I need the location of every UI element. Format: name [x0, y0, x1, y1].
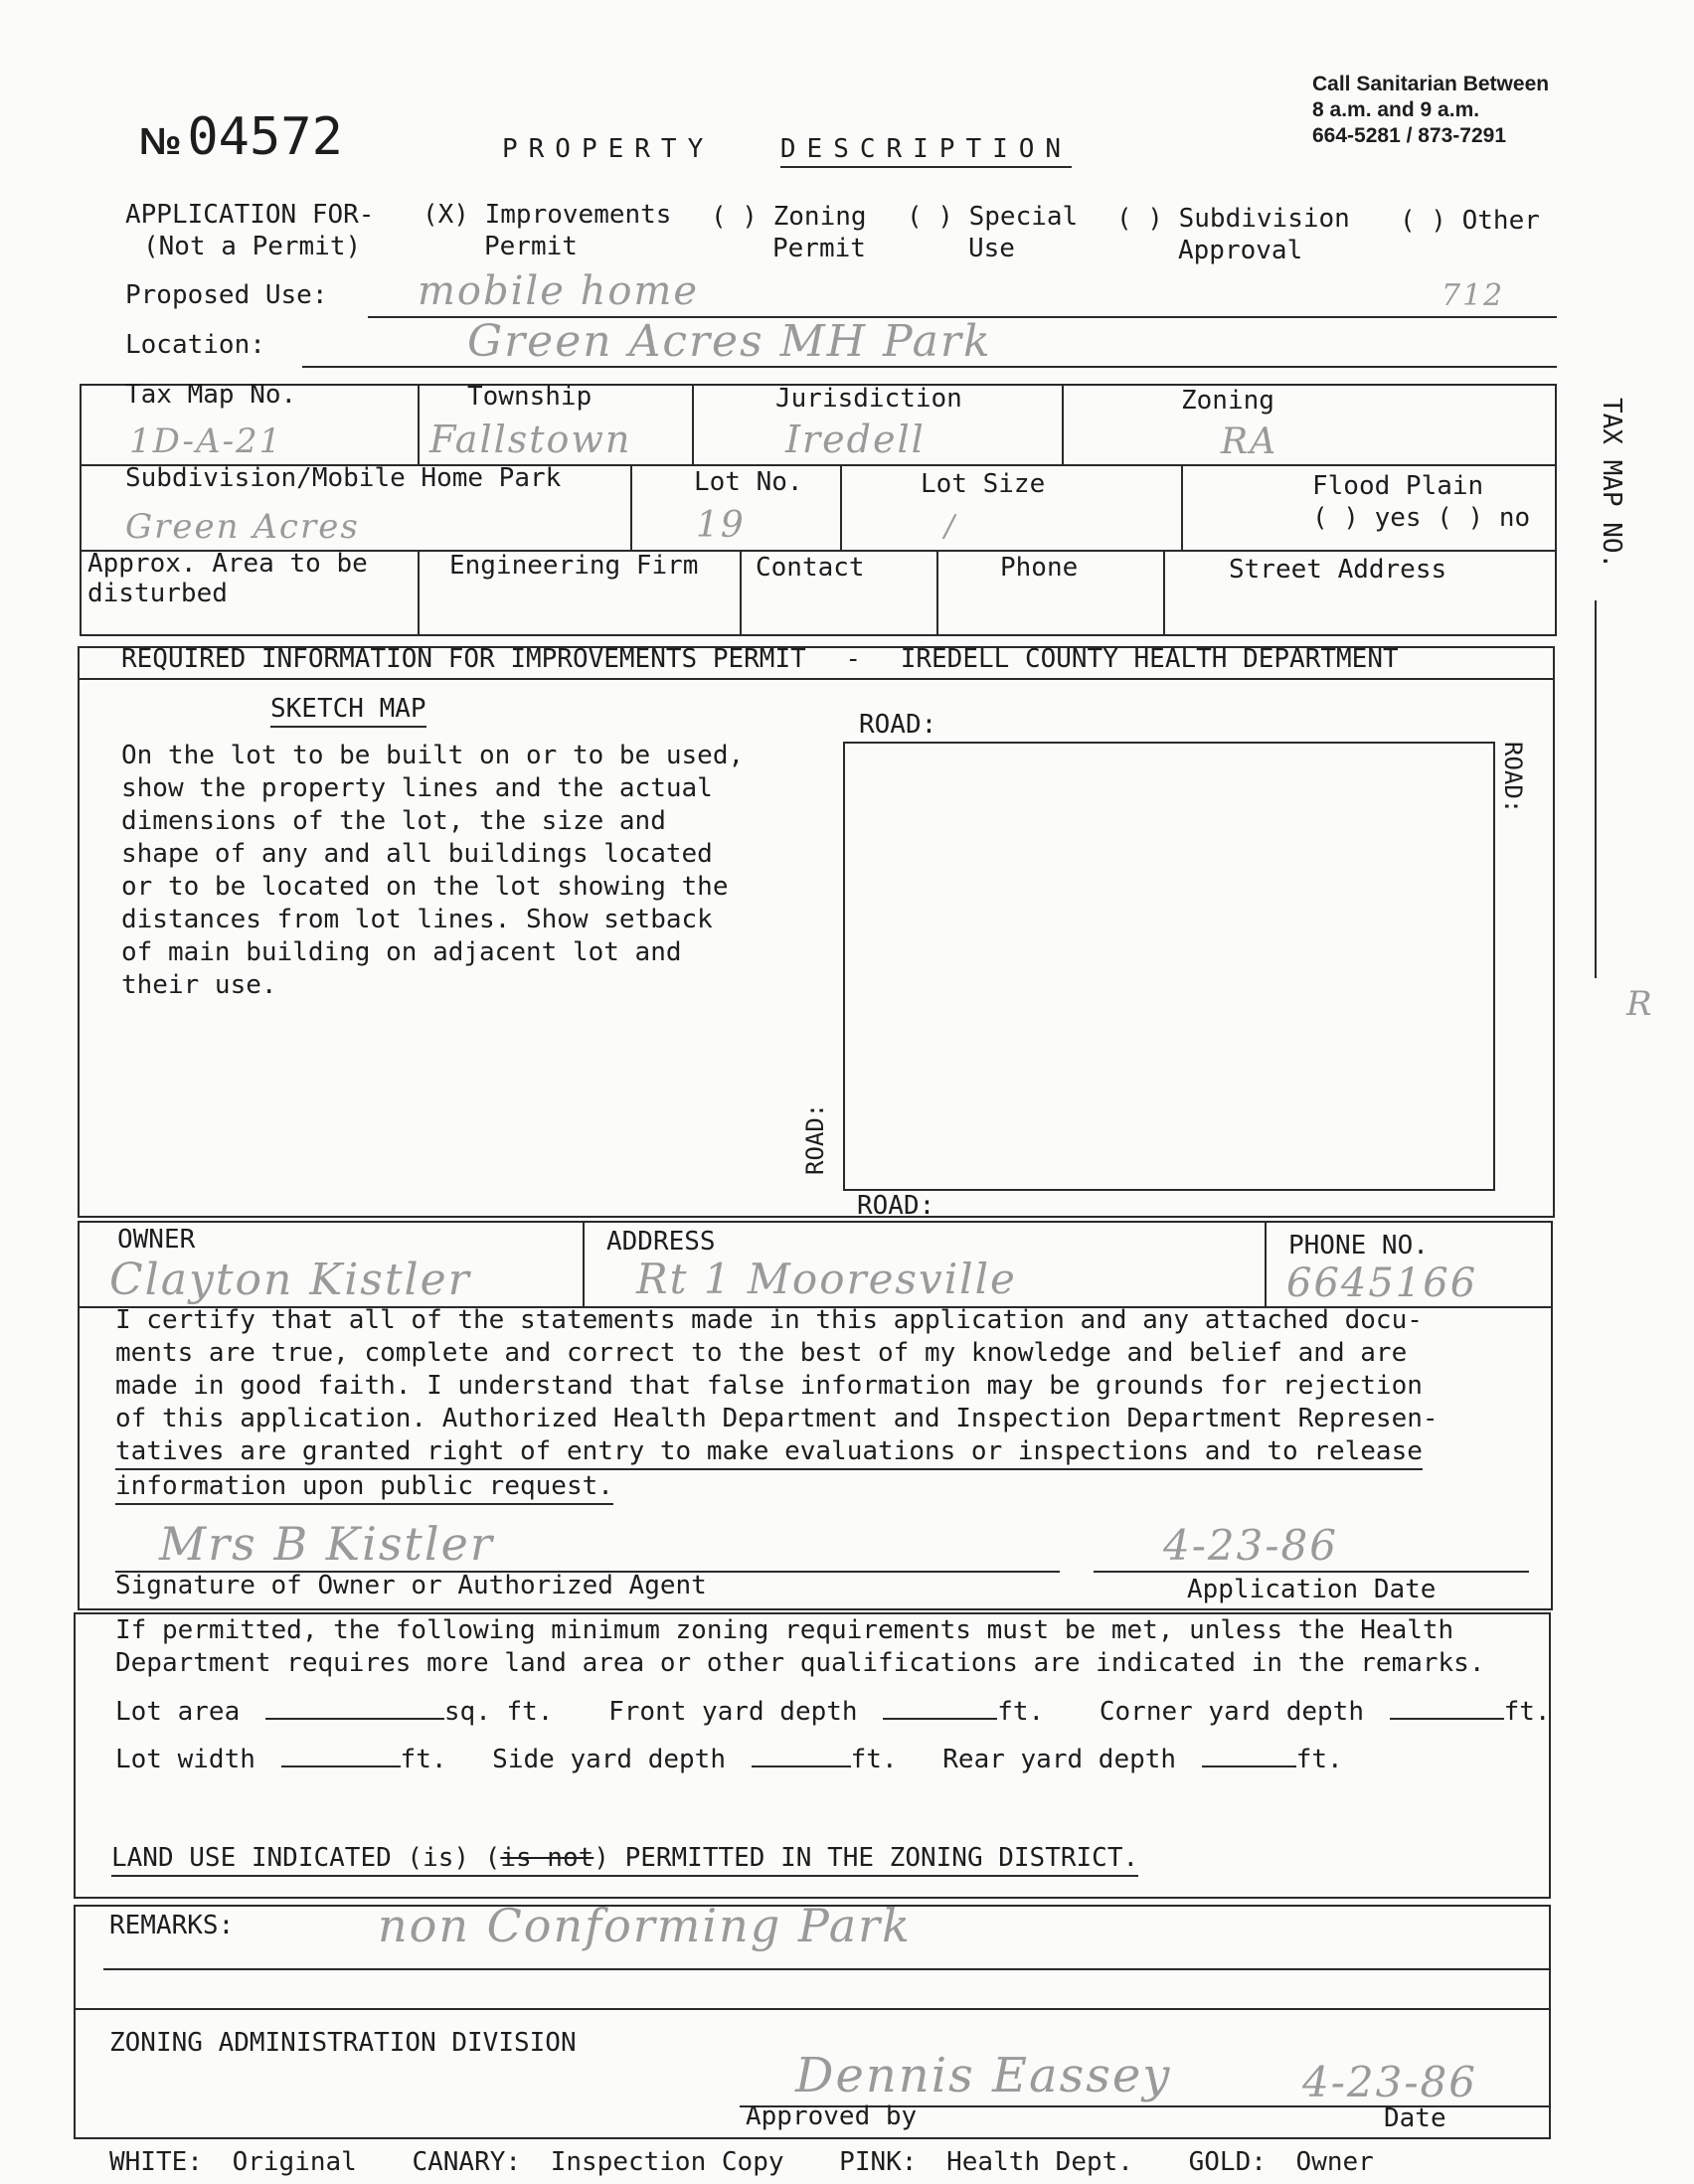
ft-unit: ft. — [850, 1745, 898, 1774]
option-label: Improvements — [484, 200, 672, 230]
footer-canary-label: CANARY: — [412, 2147, 522, 2177]
contact-label: Contact — [756, 553, 865, 583]
form-number-value: 04572 — [187, 107, 343, 167]
sketch-instruction-line: show the property lines and the actual — [121, 773, 713, 803]
lot-no-label: Lot No. — [694, 467, 803, 497]
township-value[interactable]: Fallstown — [429, 418, 632, 461]
location-label: Location: — [125, 330, 265, 360]
zoning-row-1 — [115, 1696, 1551, 1727]
lot-width-field[interactable] — [281, 1744, 401, 1767]
phone-label: Phone — [1000, 553, 1079, 583]
option-label: Zoning — [772, 202, 867, 232]
side-yard-label: Side yard depth — [492, 1745, 726, 1774]
lot-area-field[interactable] — [265, 1696, 444, 1720]
certification-line: ments are true, complete and correct to the best of my knowledge and belief and are — [115, 1338, 1408, 1368]
road-right-label: ROAD: — [1499, 742, 1527, 814]
township-label: Township — [467, 382, 593, 412]
sketch-instruction-line: On the lot to be built on or to be used, — [121, 741, 745, 770]
rear-yard-field[interactable] — [1202, 1744, 1296, 1767]
sketch-map-area[interactable] — [843, 742, 1495, 1191]
owner-label: OWNER — [117, 1225, 196, 1255]
approval-date-label: Date — [1384, 2103, 1446, 2133]
front-yard-field[interactable] — [883, 1696, 997, 1720]
sketch-instruction-line: their use. — [121, 970, 277, 1000]
proposed-use-extra: 712 — [1441, 278, 1505, 313]
subdivision-label: Subdivision/Mobile Home Park — [125, 463, 562, 493]
approx-area-label: Approx. Area to be disturbed — [87, 549, 368, 608]
flood-plain-options[interactable]: ( ) yes ( ) no — [1312, 503, 1531, 533]
corner-yard-field[interactable] — [1390, 1696, 1504, 1720]
remarks-value[interactable]: non Conforming Park — [378, 1899, 912, 1952]
footer-gold-value: Owner — [1295, 2147, 1374, 2177]
road-left-label: ROAD: — [801, 1102, 829, 1175]
address-label: ADDRESS — [606, 1227, 716, 1257]
option-label: Special — [968, 202, 1079, 232]
side-yard-field[interactable] — [752, 1744, 851, 1767]
sanitarian-notice-line2: 8 a.m. and 9 a.m. — [1312, 98, 1480, 121]
land-use-statement: LAND USE INDICATED (is) (is not) PERMITTED IN THE ZONING DISTRICT. — [111, 1843, 1138, 1877]
option-other[interactable] — [1400, 205, 1540, 237]
road-top-label: ROAD: — [859, 710, 937, 740]
approved-by-label: Approved by — [746, 2101, 918, 2131]
lot-area-label: Lot area — [115, 1697, 241, 1727]
footer-gold-label: GOLD: — [1188, 2147, 1267, 2177]
certification-line: I certify that all of the statements made in this application and any attached docu- — [115, 1305, 1423, 1335]
ft-unit: ft. — [1295, 1745, 1343, 1774]
phone-no-label: PHONE NO. — [1288, 1231, 1429, 1260]
option-mark[interactable]: ( ) — [1400, 206, 1446, 236]
option-special-use[interactable] — [907, 201, 1078, 264]
option-label: Subdivision — [1178, 204, 1350, 234]
location-value[interactable]: Green Acres MH Park — [467, 316, 992, 367]
title-word-property: PROPERTY — [502, 134, 715, 164]
tax-map-no-side-label: TAX MAP NO. — [1597, 398, 1626, 570]
lot-size-value[interactable]: / — [944, 509, 957, 544]
subdivision-value[interactable]: Green Acres — [125, 507, 360, 547]
certification-line: of this application. Authorized Health Department and Inspection Department Represen- — [115, 1404, 1439, 1433]
footer-white-label: WHITE: — [109, 2147, 203, 2177]
ft-unit: ft. — [997, 1697, 1045, 1727]
footer-pink-label: PINK: — [839, 2147, 918, 2177]
zoning-intro: If permitted, the following minimum zoning requirements must be met, unless the Health Department requires more land area or other qualifications are indicated in the remarks. — [115, 1615, 1485, 1678]
application-for-label: APPLICATION FOR- — [125, 200, 375, 230]
front-yard-label: Front yard depth — [608, 1697, 858, 1727]
required-info-header-left: REQUIRED INFORMATION FOR IMPROVEMENTS PERMIT — [121, 644, 806, 674]
required-info-header-dash: - — [845, 644, 862, 674]
address-value[interactable]: Rt 1 Mooresville — [636, 1255, 1017, 1303]
certification-text — [115, 1304, 1694, 1505]
signature-value[interactable]: Mrs B Kistler — [159, 1517, 494, 1571]
road-bottom-label: ROAD: — [857, 1191, 935, 1221]
jurisdiction-label: Jurisdiction — [775, 384, 962, 414]
certification-line: information upon public request. — [115, 1470, 613, 1505]
sketch-map-title: SKETCH MAP — [270, 694, 426, 728]
sketch-instruction-line: dimensions of the lot, the size and — [121, 806, 666, 836]
form-number-prefix: № — [139, 121, 182, 163]
option-mark[interactable]: ( ) — [1116, 204, 1163, 234]
footer-canary-value: Inspection Copy — [550, 2147, 784, 2177]
sketch-instruction-line: shape of any and all buildings located — [121, 839, 713, 869]
application-date-value[interactable]: 4-23-86 — [1163, 1521, 1338, 1570]
sanitarian-notice — [1312, 72, 1549, 149]
option-label-line2: Permit — [484, 232, 578, 261]
sanitarian-notice-line1: Call Sanitarian Between — [1312, 73, 1550, 95]
form-number — [139, 107, 343, 167]
phone-no-value[interactable]: 6645166 — [1286, 1260, 1478, 1306]
option-label-line2: Approval — [1178, 236, 1303, 265]
rear-yard-label: Rear yard depth — [942, 1745, 1177, 1774]
remarks-label: REMARKS: — [109, 1911, 235, 1940]
proposed-use-label: Proposed Use: — [125, 280, 328, 310]
lot-size-label: Lot Size — [921, 469, 1046, 499]
zoning-value[interactable]: RA — [1221, 421, 1278, 462]
required-info-header — [121, 644, 1399, 674]
sanitarian-notice-line3: 664-5281 / 873-7291 — [1312, 124, 1506, 147]
tax-map-label: Tax Map No. — [125, 380, 297, 410]
sketch-instruction-line: of main building on adjacent lot and — [121, 937, 682, 967]
ft-unit: ft. — [1503, 1697, 1551, 1727]
sketch-instructions — [121, 740, 744, 1002]
zoning-label: Zoning — [1181, 386, 1274, 416]
proposed-use-value[interactable]: mobile home — [418, 268, 700, 314]
title-word-description: DESCRIPTION — [780, 134, 1072, 168]
sketch-instruction-line: or to be located on the lot showing the — [121, 872, 729, 902]
option-mark[interactable]: ( ) — [711, 202, 758, 232]
footer-white-value: Original — [232, 2147, 357, 2177]
option-label-line2: Use — [968, 234, 1015, 263]
street-address-label: Street Address — [1229, 555, 1447, 585]
lot-no-value[interactable]: 19 — [696, 505, 746, 546]
approval-date-value[interactable]: 4-23-86 — [1302, 2058, 1477, 2106]
sketch-instruction-line: distances from lot lines. Show setback — [121, 905, 713, 934]
application-for-sublabel: (Not a Permit) — [143, 232, 362, 261]
option-zoning-permit[interactable] — [711, 201, 867, 264]
certification-line: tatives are granted right of entry to make evaluations or inspections and to release — [115, 1435, 1423, 1470]
sqft-unit: sq. ft. — [443, 1697, 554, 1727]
tax-map-value[interactable]: 1D-A-21 — [129, 421, 283, 461]
certification-line: made in good faith. I understand that false information may be grounds for rejection — [115, 1371, 1423, 1401]
flood-plain-label: Flood Plain — [1312, 471, 1484, 501]
signature-label: Signature of Owner or Authorized Agent — [115, 1571, 707, 1600]
application-date-label: Application Date — [1187, 1575, 1437, 1604]
corner-yard-label: Corner yard depth — [1099, 1697, 1364, 1727]
application-for — [125, 199, 374, 262]
required-info-header-right: IREDELL COUNTY HEALTH DEPARTMENT — [900, 644, 1399, 674]
approved-by-value[interactable]: Dennis Eassey — [795, 2048, 1172, 2103]
zoning-row-2 — [115, 1744, 1343, 1774]
option-mark[interactable]: (X) — [423, 200, 469, 230]
option-mark[interactable]: ( ) — [907, 202, 953, 232]
header — [0, 0, 1694, 199]
side-mark: R — [1626, 984, 1654, 1024]
owner-value[interactable]: Clayton Kistler — [109, 1255, 471, 1305]
footer-pink-value: Health Dept. — [946, 2147, 1133, 2177]
option-label: Other — [1461, 206, 1540, 236]
side-rule — [1595, 600, 1597, 978]
jurisdiction-value[interactable]: Iredell — [785, 418, 926, 461]
option-subdivision-approval[interactable] — [1116, 203, 1350, 266]
date-line — [1094, 1571, 1529, 1573]
ft-unit: ft. — [400, 1745, 447, 1774]
option-improvements-permit[interactable] — [423, 199, 671, 262]
document-title — [502, 134, 1072, 164]
copy-distribution-footer — [109, 2147, 1374, 2177]
engineering-firm-label: Engineering Firm — [449, 551, 699, 581]
zoning-admin-label: ZONING ADMINISTRATION DIVISION — [109, 2028, 577, 2058]
lot-width-label: Lot width — [115, 1745, 255, 1774]
land-use-struck: is not — [500, 1843, 594, 1873]
option-label-line2: Permit — [772, 234, 866, 263]
